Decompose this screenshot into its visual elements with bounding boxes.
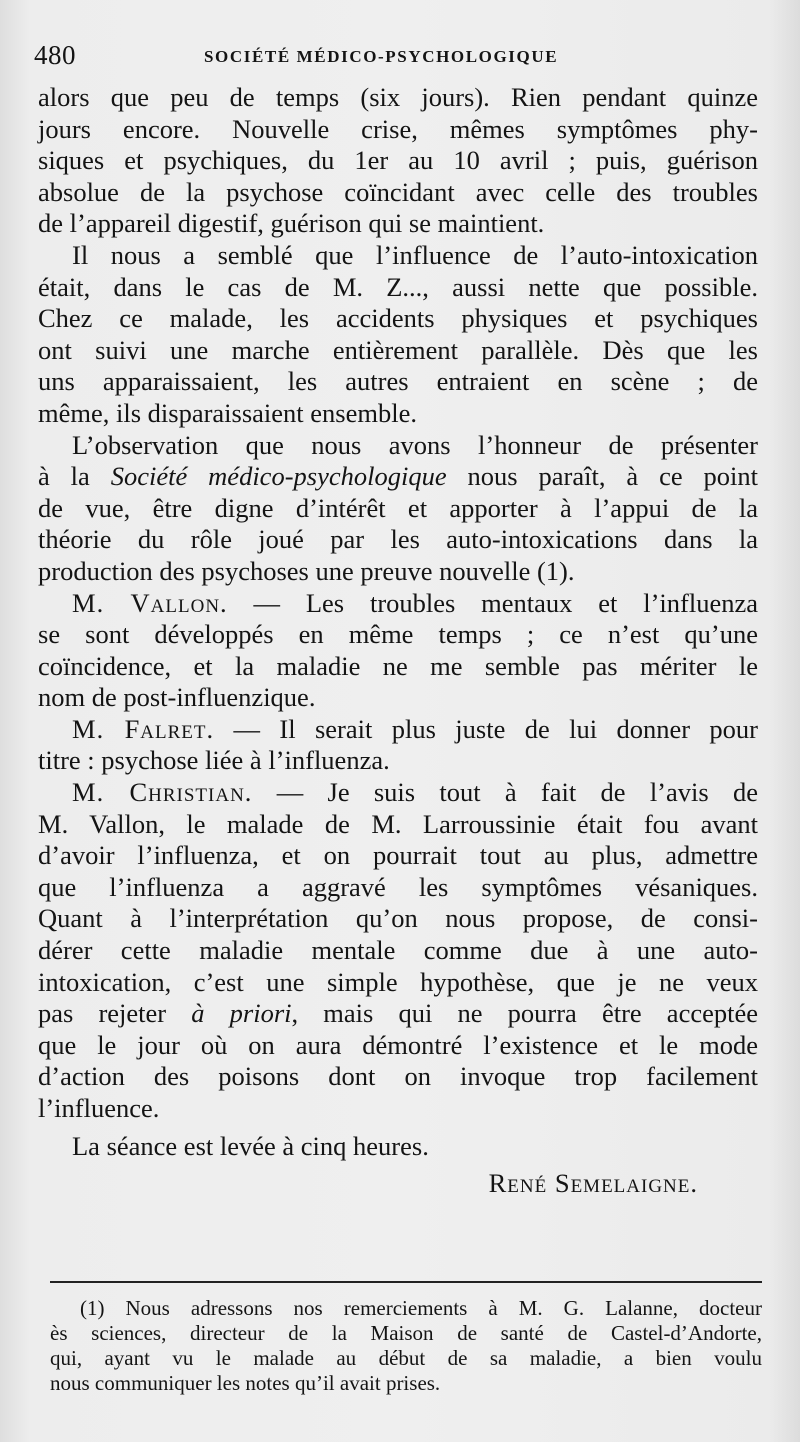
text-line: de vue, être digne d’intérêt et apporter à l’appui de la	[38, 492, 758, 523]
text-line: production des psychoses une preuve nouvelle (1).	[38, 555, 575, 586]
text-line: d’avoir l’influenza, et on pourrait tout au plus, admettre	[38, 840, 758, 871]
text-line: titre : psychose liée à l’influenza.	[38, 745, 390, 776]
italic-phrase: à priori	[191, 998, 292, 1029]
journal-title: Société médico-psychologique	[110, 461, 447, 492]
footnote	[50, 1296, 762, 1396]
text-run: — Il serait plus juste de lui donner pour	[214, 713, 759, 744]
text-line: absolue de la psychose coïncidant avec celle des troubles	[38, 176, 758, 207]
footnote-line: qui, ayant vu le malade au début de sa maladie, a bien voulu	[50, 1346, 762, 1370]
page-body	[38, 82, 758, 1200]
paragraph-3	[38, 430, 758, 588]
closing-sentence: La séance est levée à cinq heures.	[72, 1130, 429, 1161]
signature: René Semelaigne.	[488, 1168, 698, 1199]
text-line	[38, 714, 758, 746]
text-line: Quant à l’interprétation qu’on nous propose, de consi-	[38, 903, 758, 934]
speaker-name: M. Vallon.	[72, 587, 228, 618]
text-line: d’action des poisons dont on invoque trop facilement	[38, 1061, 758, 1092]
text-line	[38, 461, 758, 493]
text-run: , mais qui ne pourra être acceptée	[291, 998, 758, 1029]
text-line: nom de post-influenzique.	[38, 682, 316, 713]
paragraph-christian	[38, 777, 758, 1125]
text-run: — Les troubles mentaux et l’influenza	[227, 587, 758, 618]
text-line	[38, 998, 758, 1030]
text-line: de l’appareil digestif, guérison qui se maintient.	[38, 208, 545, 239]
paragraph-1	[38, 82, 758, 240]
text-line: intoxication, c’est une simple hypothèse, que je ne veux	[38, 966, 758, 997]
text-line: jours encore. Nouvelle crise, mêmes symptômes phy-	[38, 113, 758, 144]
page-number: 480	[34, 40, 76, 70]
footnote-line: (1) Nous adressons nos remerciements à M. G. Lalanne, docteur	[80, 1296, 762, 1320]
paragraph-falret	[38, 714, 758, 777]
text-run: à la	[38, 461, 111, 492]
text-line: coïncidence, et la maladie ne me semble pas mériter le	[38, 650, 758, 681]
text-line: siques et psychiques, du 1er au 10 avril ; puis, guérison	[38, 145, 758, 176]
paragraph-2	[38, 240, 758, 430]
footnote-line: nous communiquer les notes qu’il avait prises.	[50, 1371, 441, 1395]
text-line: était, dans le cas de M. Z..., aussi nette que possible.	[38, 271, 758, 302]
page-header	[34, 38, 774, 78]
text-line: l’influence.	[38, 1093, 160, 1123]
text-line: alors que peu de temps (six jours). Rien pendant quinze	[38, 82, 758, 112]
text-line: L’observation que nous avons l’honneur de présenter	[72, 429, 758, 460]
text-line: Il nous a semblé que l’influence de l’auto-intoxication	[72, 239, 758, 270]
text-run: pas rejeter	[38, 998, 192, 1029]
text-line: que l’influenza a aggravé les symptômes vésaniques.	[38, 871, 758, 902]
text-line: ont suivi une marche entièrement parallèle. Dès que les	[38, 334, 758, 365]
text-run: nous paraît, à ce point	[446, 461, 758, 492]
text-line: uns apparaissaient, les autres entraient en scène ; de	[38, 366, 758, 397]
text-line: que le jour où on aura démontré l’existence et le mode	[38, 1029, 758, 1060]
speaker-name: M. Falret.	[72, 713, 215, 744]
text-line	[38, 588, 758, 620]
text-run: — Je suis tout à fait de l’avis de	[252, 777, 758, 808]
text-line: Chez ce malade, les accidents physiques et psychiques	[38, 303, 758, 334]
footnote-rule	[50, 1281, 762, 1283]
text-line: M. Vallon, le malade de M. Larroussinie était fou avant	[38, 808, 758, 839]
text-line	[38, 777, 758, 809]
footnote-line: ès sciences, directeur de la Maison de santé de Castel-d’Andorte,	[50, 1321, 762, 1345]
text-line: se sont développés en même temps ; ce n’est qu’une	[38, 619, 758, 650]
paragraph-vallon	[38, 588, 758, 714]
text-line: théorie du rôle joué par les auto-intoxications dans la	[38, 524, 758, 555]
text-line: même, ils disparaissaient ensemble.	[38, 397, 417, 428]
text-line: dérer cette maladie mentale comme due à une auto-	[38, 935, 758, 966]
running-head: SOCIÉTÉ MÉDICO-PSYCHOLOGIQUE	[204, 47, 559, 66]
speaker-name: M. Christian.	[72, 777, 253, 808]
